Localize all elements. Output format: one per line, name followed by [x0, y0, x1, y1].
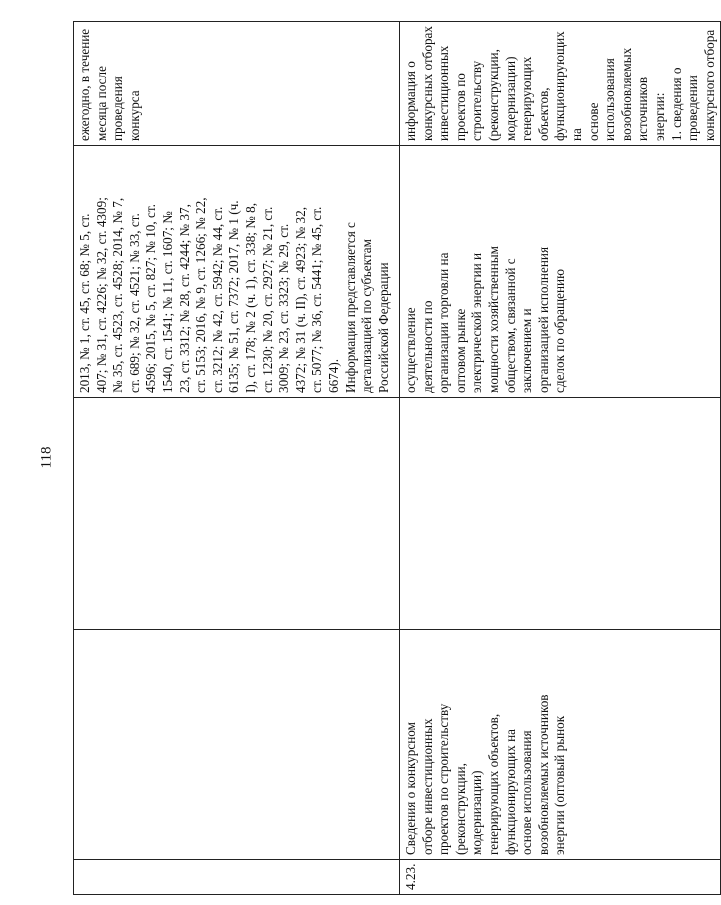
cell-name-prev: [74, 630, 400, 860]
data-table: [73, 21, 721, 895]
cell-row-name: Сведения о конкурсном отборе инвестиционных проектов по строительству (реконструкции, модернизации) генерирующих объектов, функционирующих на основе использования возобновляемых источников энергии (оптовый рынок: [400, 630, 721, 860]
table-row: [400, 22, 721, 895]
cell-row-activity: осуществление деятельности по организации торговли на оптовом рынке электрической энергии и мощности хозяйственным обществом, связанной с заключением и организацией исполнения сделок по обращению: [400, 146, 721, 398]
cell-row-empty: [400, 398, 721, 630]
cell-legal-references: 2013, № 1, ст. 45, ст. 68; № 5, ст. 407; № 31, ст. 4226; № 32, ст. 4309; № 35, ст. 4523, ст. 4528; 2014, № 7, ст. 689; № 32, ст. 4521; № 33, ст. 4596; 2015, № 5, ст. 827; № 10, ст. 1540, ст. 1541; № 11, ст. 1607; № 23, ст. 3312; № 28, ст. 4244; № 37, ст. 5153; 2016, № 9, ст. 1266; № 22, ст. 3212; № 42, ст. 5942; № 44, ст. 6135; № 51, ст. 7372; 2017, № 1 (ч. I), ст. 178; № 2 (ч. 1), ст. 338; № 8, ст. 1230; № 20, ст. 2927; № 21, ст. 3009; № 23, ст. 3323; № 29, ст. 4372; № 31 (ч. II), ст. 4923; № 32, ст. 5077; № 36, ст. 5441; № 45, ст. 6674). Информация представляется с детализацией по субъектам Российской Федерации: [74, 146, 400, 398]
cell-row-info: информация о конкурсных отборах инвестиционных проектов по строительству (реконструкции, модернизации) генерирующих объектов, функционирующих на основе использования возобновляемых источников энергии: 1. сведения о проведении конкурсного отбора: [400, 22, 721, 146]
cell-period: ежегодно, в течение месяца после проведения конкурса: [74, 22, 400, 146]
cell-row-number: 4.23.: [400, 860, 721, 895]
page-number: 118: [38, 446, 55, 469]
table-row: [74, 22, 400, 895]
cell-activity-prev: [74, 398, 400, 630]
cell-number-prev: [74, 860, 400, 895]
